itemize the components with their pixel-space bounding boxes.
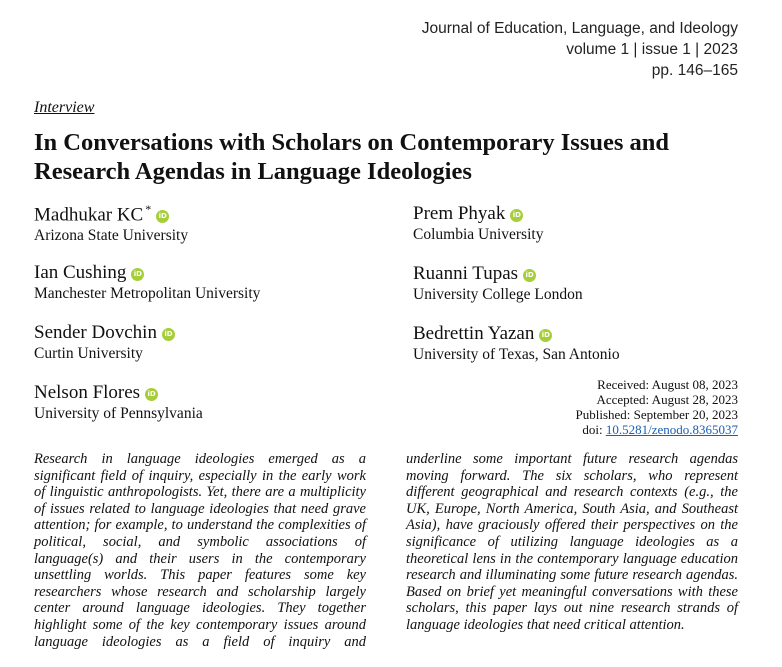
orcid-icon[interactable]: iD: [539, 329, 552, 342]
corresponding-author-marker: *: [145, 202, 152, 216]
author-affiliation: Curtin University: [34, 345, 143, 362]
author-name: Prem Phyak: [413, 203, 506, 224]
author-affiliation: University College London: [413, 286, 583, 303]
author-affiliation: University of Pennsylvania: [34, 405, 203, 422]
article-title: In Conversations with Scholars on Contemporary Issues and Research Agendas in Language Ideologies: [34, 129, 670, 185]
received-date: Received: August 08, 2023: [597, 377, 738, 392]
author-name: Madhukar KC: [34, 204, 144, 226]
orcid-icon[interactable]: iD: [156, 210, 169, 223]
author-name: Bedrettin Yazan: [413, 323, 535, 344]
orcid-icon[interactable]: iD: [523, 269, 536, 282]
author-block-yazan: [413, 323, 620, 364]
orcid-icon[interactable]: iD: [510, 209, 523, 222]
author-block-phyak: [413, 203, 543, 244]
orcid-icon[interactable]: iD: [162, 328, 175, 341]
author-name: Sender Dovchin: [34, 322, 157, 343]
journal-volume-issue: volume 1 | issue 1 | 2023: [566, 41, 738, 58]
article-type: Interview: [34, 99, 95, 116]
author-block-tupas: [413, 263, 583, 304]
accepted-date: Accepted: August 28, 2023: [596, 392, 738, 407]
journal-name: Journal of Education, Language, and Ideology: [421, 20, 738, 37]
abstract-column-left: Research in language ideologies emerged as a significant field of inquiry, especially in the early work of linguistic anthropologists. Yet, there are a multiplicity of issues related to language ideologies that need grave attention; for example, to understand the complexities of political, social, and symbolic associations of language(s) and their users in the contemporary unsettling worlds. This paper features some key researchers whose research and scholarship largely center around language ideologies. They together highlight some of the key contemporary issues around language ideologies as a field of inquiry and: [34, 451, 366, 650]
author-affiliation: Arizona State University: [34, 227, 189, 245]
doi-link[interactable]: 10.5281/zenodo.8365037: [605, 422, 738, 437]
author-block-cushing: [34, 262, 260, 303]
author-block-flores: [34, 382, 203, 423]
author-affiliation: Columbia University: [413, 226, 544, 243]
author-affiliation: University of Texas, San Antonio: [413, 346, 620, 363]
journal-pages: pp. 146–165: [651, 62, 738, 79]
author-affiliation: Manchester Metropolitan University: [34, 285, 261, 302]
author-name: Ian Cushing: [34, 262, 127, 283]
author-block-kc: [34, 202, 188, 245]
author-name: Ruanni Tupas: [413, 263, 519, 284]
author-block-dovchin: [34, 322, 175, 363]
orcid-icon[interactable]: iD: [145, 388, 158, 401]
publication-dates: [576, 377, 739, 437]
author-name: Nelson Flores: [34, 382, 141, 403]
orcid-icon[interactable]: iD: [131, 268, 144, 281]
doi-label: doi:: [582, 422, 603, 437]
abstract-column-right: underline some important future research agendas moving forward. The six scholars, who represent different geographical and research contexts (e.g., the UK, Europe, North America, South Asia, and Southeast Asia), have graciously offered their perspectives on the significance of utilizing language ideologies as a theoretical lens in the contemporary language education research and illuminating some future research agendas. Based on brief yet meaningful conversations with these scholars, this paper lays out nine research strands of language ideologies that need critical attention.: [406, 451, 738, 633]
journal-header: [422, 18, 738, 81]
published-date: Published: September 20, 2023: [575, 407, 738, 422]
doi-line: [576, 422, 739, 437]
